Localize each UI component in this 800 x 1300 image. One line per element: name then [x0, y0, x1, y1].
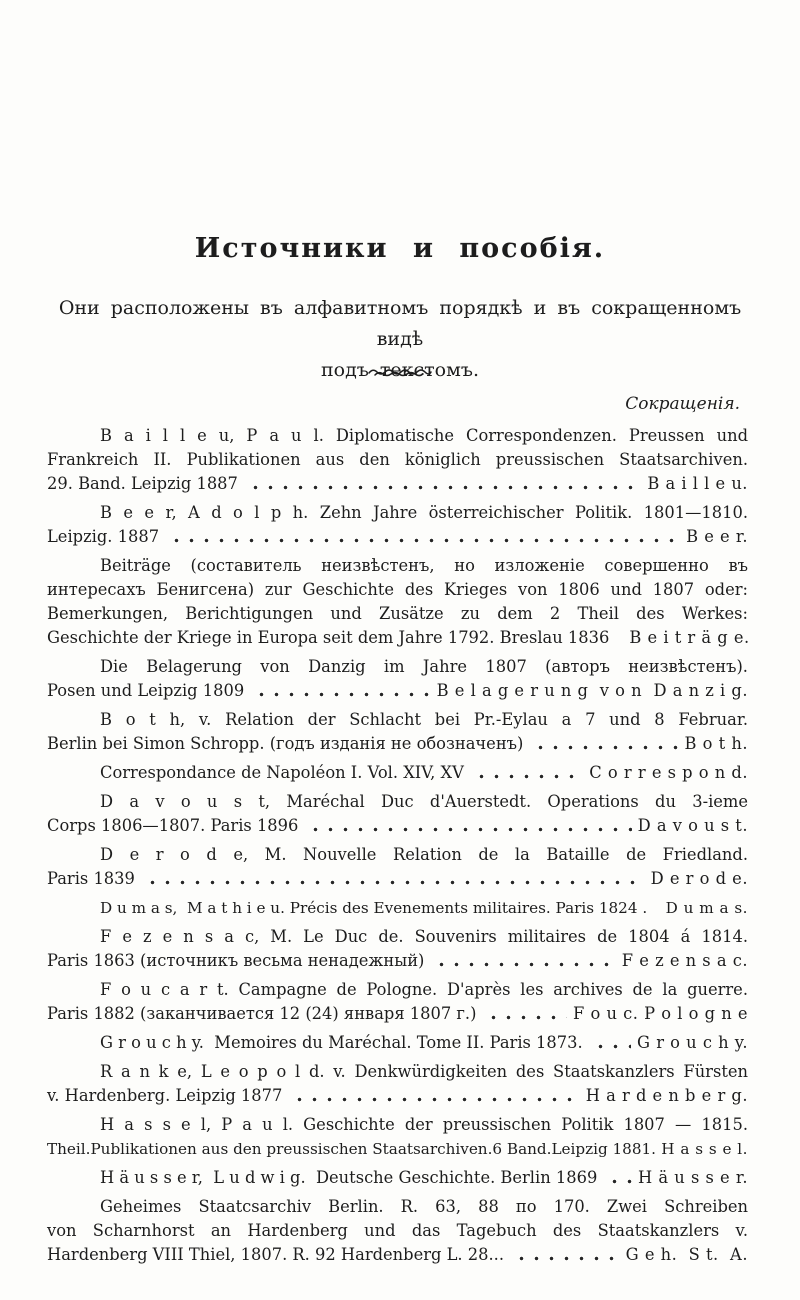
abbreviation-label: G e h. S t. A.: [625, 1245, 748, 1264]
entry-text: D u m a s, M a t h i e u. Précis des Evenements militaires. Paris 1824 .: [100, 899, 648, 917]
bibliography-entry: [47, 1060, 748, 1108]
entry-line: Bemerkungen, Berichtigungen und Zusätze zu dem 2 Theil des Werkes:: [47, 604, 748, 623]
bibliography-entry: [47, 790, 748, 838]
abbreviation-label: B e e r.: [686, 527, 748, 546]
bibliography-entry: [47, 1113, 748, 1161]
entry-line: R a n k e, L e o p o l d. v. Denkwürdigkeiten des Staatskanzlers Fürsten: [100, 1062, 748, 1081]
entry-line: Geheimes Staatcsarchiv Berlin. R. 63, 88 по 170. Zwei Schreiben: [100, 1197, 748, 1216]
entry-text: Theil.Publikationen aus den preussischen Staatsarchiven.6 Band.Leipzig 1881.: [47, 1140, 656, 1158]
entry-text: 29. Band. Leipzig 1887: [47, 474, 238, 493]
entry-line: Frankreich II. Publikationen aus den königlich preussischen Staatsarchiven.: [47, 450, 748, 469]
abbreviation-label: F o u c. P o l o g n e: [573, 1004, 748, 1023]
entry-line: B a i l l e u, P a u l. Diplomatische Correspondenzen. Preussen und: [100, 426, 748, 445]
wavy-line-icon: [367, 365, 433, 379]
entry-line: [47, 679, 748, 703]
entry-text: Corps 1806—1807. Paris 1896: [47, 816, 299, 835]
dot-leader: [605, 1166, 632, 1190]
entry-text: Paris 1863 (источникъ весьма ненадежный): [47, 951, 425, 970]
bibliography-entry: [47, 1031, 748, 1055]
entry-line: [47, 626, 748, 650]
entry-text: H ä u s s e r, L u d w i g. Deutsche Geschichte. Berlin 1869: [100, 1168, 598, 1187]
bibliography-entry: [47, 655, 748, 703]
entry-text: Correspondance de Napoléon I. Vol. XIV, XV: [100, 763, 464, 782]
entry-line: F e z e n s a c, M. Le Duc de. Souvenirs militaires de 1804 á 1814.: [100, 927, 748, 946]
bibliography-entry: [47, 1195, 748, 1267]
dot-leader: [290, 1084, 579, 1108]
entry-text: G r o u c h y. Memoires du Maréchal. Tome II. Paris 1873.: [100, 1033, 583, 1052]
abbreviation-label: C o r r e s p o n d.: [589, 763, 748, 782]
abbreviations-heading: Сокращенія.: [625, 394, 740, 414]
abbreviation-label: B o t h.: [684, 734, 748, 753]
abbreviation-label: B e i t r ä g e.: [629, 628, 750, 647]
dot-leader: [591, 1031, 631, 1055]
entry-line: [47, 1243, 748, 1267]
dot-leader: [432, 949, 615, 973]
entry-line: [47, 761, 748, 785]
entry-line: [47, 949, 748, 973]
abbreviation-label: F e z e n s a c.: [621, 951, 748, 970]
bibliography-entry: [47, 843, 748, 891]
entry-text: Leipzig. 1887: [47, 527, 160, 546]
entry-line: Beiträge (составитель неизвѣстенъ, но изложеніе совершенно въ: [100, 556, 748, 575]
abbreviation-label: H a s s e l.: [661, 1140, 748, 1158]
entry-text: Geschichte der Kriege in Europa seit dem Jahre 1792. Breslau 1836: [47, 628, 610, 647]
dot-leader: [246, 472, 641, 496]
entry-line: [47, 1084, 748, 1108]
bibliography-entry: [47, 1166, 748, 1190]
dot-leader: [512, 1243, 620, 1267]
entry-line: Die Belagerung von Danzig im Jahre 1807 (авторъ неизвѣстенъ).: [100, 657, 748, 676]
bibliography-entry: [47, 978, 748, 1026]
entry-line: интересахъ Бенигсена) zur Geschichte des Krieges von 1806 und 1807 oder:: [47, 580, 748, 599]
subtitle-line-2: подъ текстомъ.: [320, 359, 480, 381]
entry-line: F o u c a r t. Campagne de Pologne. D'après les archives de la guerre.: [100, 980, 748, 999]
entry-line: [47, 1166, 748, 1190]
dot-leader: [306, 814, 631, 838]
entry-line: D a v o u s t, Maréchal Duc d'Auerstedt. Operations du 3-ieme: [100, 792, 748, 811]
entry-text: Berlin bei Simon Schropp. (годъ изданія не обозначенъ): [47, 734, 524, 753]
abbreviation-label: G r o u c h y.: [637, 1033, 748, 1052]
dot-leader: [252, 679, 430, 703]
abbreviation-label: B a i l l e u.: [647, 474, 748, 493]
entry-line: [47, 1031, 748, 1055]
subtitle-line-1: Они расположены въ алфавитномъ порядкѣ и въ сокращенномъ видѣ: [58, 297, 742, 350]
bibliography-entry: [47, 925, 748, 973]
bibliography-entry: [47, 424, 748, 496]
bibliography-entry: [47, 896, 748, 920]
entry-line: [47, 525, 748, 549]
bibliography-entry: [47, 501, 748, 549]
entry-line: B e e r, A d o l p h. Zehn Jahre österreichischer Politik. 1801—1810.: [100, 503, 748, 522]
page-title: Источники и пособія.: [194, 233, 606, 264]
dot-leader: [143, 867, 645, 891]
entry-line: [47, 472, 748, 496]
entry-line: [47, 732, 748, 756]
bibliography-entry: [47, 708, 748, 756]
abbreviation-label: D a v o u s t.: [637, 816, 748, 835]
entry-text: Paris 1882 (заканчивается 12 (24) января 1807 г.): [47, 1004, 477, 1023]
abbreviation-label: D u m a s.: [665, 899, 748, 917]
bibliography-entry: [47, 554, 748, 650]
dot-leader: [472, 761, 583, 785]
entry-line: [47, 814, 748, 838]
abbreviation-label: B e l a g e r u n g v o n D a n z i g.: [436, 681, 748, 700]
bibliography-list: [47, 424, 748, 1272]
entry-line: D e r o d e, M. Nouvelle Relation de la Bataille de Friedland.: [100, 845, 748, 864]
section-divider: [0, 364, 800, 383]
entry-line: B o t h, v. Relation der Schlacht bei Pr.-Eylau a 7 und 8 Februar.: [100, 710, 748, 729]
entry-text: Paris 1839: [47, 869, 135, 888]
abbreviation-label: H ä u s s e r.: [638, 1168, 748, 1187]
entry-line: [47, 1002, 748, 1026]
dot-leader: [531, 732, 678, 756]
entry-line: [47, 896, 748, 920]
entry-line: [47, 867, 748, 891]
bibliography-entry: [47, 761, 748, 785]
entry-line: [47, 1137, 748, 1161]
entry-line: H a s s e l, P a u l. Geschichte der preussischen Politik 1807 — 1815.: [100, 1115, 748, 1134]
entry-text: Hardenberg VIII Thiel, 1807. R. 92 Hardenberg L. 28...: [47, 1245, 505, 1264]
dot-leader: [617, 626, 623, 650]
entry-text: Posen und Leipzig 1809: [47, 681, 245, 700]
abbreviation-label: D e r o d e.: [650, 869, 748, 888]
entry-text: v. Hardenberg. Leipzig 1877: [47, 1086, 283, 1105]
abbreviation-label: H a r d e n b e r g.: [585, 1086, 748, 1105]
dot-leader: [484, 1002, 567, 1026]
dot-leader: [167, 525, 680, 549]
entry-line: von Scharnhorst an Hardenberg und das Tagebuch des Staatskanzlers v.: [47, 1221, 748, 1240]
